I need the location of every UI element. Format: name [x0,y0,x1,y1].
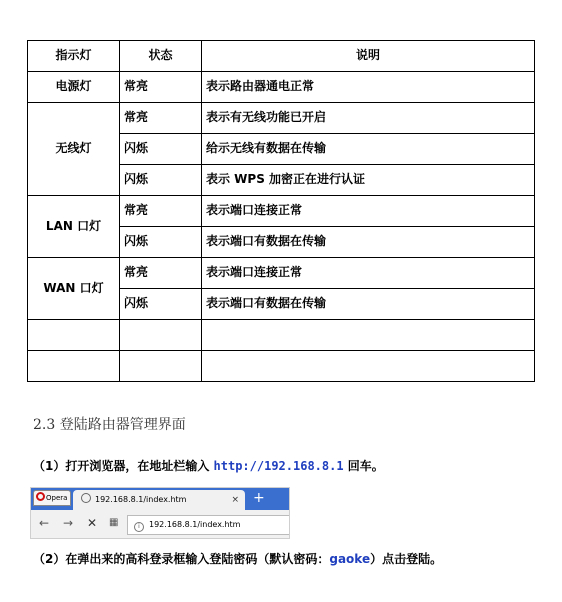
desc-cell: 给示无线有数据在传输 [202,134,535,165]
empty-cell [28,320,120,351]
desc-cell: 表示端口连接正常 [202,196,535,227]
tab-close-icon[interactable]: × [231,495,239,505]
speed-dial-icon[interactable]: ▦ [109,517,119,528]
back-arrow-icon[interactable]: ← [39,516,50,530]
indicator-table [27,40,535,382]
opera-label: Opera [46,494,68,502]
state-cell: 常亮 [120,196,202,227]
desc-cell: 表示端口有数据在传输 [202,227,535,258]
step-1-prefix: （1）打开浏览器，在地址栏输入 [33,459,214,473]
indicator-wireless: 无线灯 [28,103,120,196]
router-url: http://192.168.8.1 [213,459,344,473]
state-cell: 闪烁 [120,227,202,258]
state-cell: 闪烁 [120,165,202,196]
empty-row [28,351,535,382]
address-bar[interactable] [127,515,290,535]
address-text: 192.168.8.1/index.htm [149,520,241,529]
browser-screenshot [30,487,290,539]
opera-menu-button[interactable] [33,490,71,506]
desc-cell: 表示路由器通电正常 [202,72,535,103]
tab-title: 192.168.8.1/index.htm [95,495,187,504]
indicator-power: 电源灯 [28,72,120,103]
state-cell: 常亮 [120,103,202,134]
header-state: 状态 [120,41,202,72]
table-row [28,72,535,103]
step-2-prefix: （2）在弹出来的高科登录框输入登陆密码（默认密码： [33,552,330,566]
site-info-icon[interactable]: i [134,522,144,532]
empty-cell [120,351,202,382]
state-cell: 闪烁 [120,289,202,320]
forward-arrow-icon[interactable]: → [63,516,74,530]
header-description: 说明 [202,41,535,72]
step-2-suffix: ）点击登陆。 [370,552,443,566]
step-1-suffix: 回车。 [343,459,384,473]
empty-cell [28,351,120,382]
browser-tab-bar [31,488,289,510]
step-2-text [33,550,442,567]
opera-logo-icon [36,492,45,501]
stop-icon[interactable]: ✕ [87,516,98,530]
desc-cell: 表示端口有数据在传输 [202,289,535,320]
loading-icon [81,493,91,503]
state-cell: 常亮 [120,72,202,103]
state-cell: 闪烁 [120,134,202,165]
empty-cell [202,320,535,351]
section-heading: 2.3 登陆路由器管理界面 [33,417,186,433]
default-password: gaoke [329,552,371,566]
table-row [28,258,535,289]
empty-cell [202,351,535,382]
header-indicator: 指示灯 [28,41,120,72]
step-1-text [33,457,384,474]
desc-cell: 表示端口连接正常 [202,258,535,289]
browser-nav-bar [31,510,289,538]
empty-cell [120,320,202,351]
empty-row [28,320,535,351]
desc-cell: 表示 WPS 加密正在进行认证 [202,165,535,196]
state-cell: 常亮 [120,258,202,289]
browser-tab[interactable] [73,490,245,510]
table-row [28,196,535,227]
indicator-wan: WAN 口灯 [28,258,120,320]
table-header-row [28,41,535,72]
new-tab-button[interactable]: + [253,490,265,506]
desc-cell: 表示有无线功能已开启 [202,103,535,134]
table-row [28,103,535,134]
indicator-lan: LAN 口灯 [28,196,120,258]
